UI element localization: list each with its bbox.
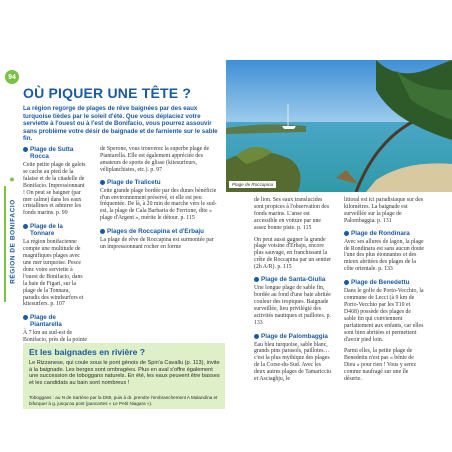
box-note: Toboggans : au N de Sartène par la D69, puis à dr. prendre l'embranchement A Malandina et bifurquer à g. jusqu'au pont (pancartes « Le Petit Niagara »).	[29, 395, 218, 406]
section-text: Parmi elles, la petite plage de Benedettu n'est pas « bénie de Dieu » pour rien ! Vous y serez comme naufragé sur une île déserte.	[344, 348, 417, 383]
section-heading: Plage de Sutta Rocca	[23, 146, 87, 160]
section-heading: Plage de la Tonnare	[23, 223, 87, 237]
beach-photo	[226, 60, 452, 192]
section-text: Une longue plage de sable fin, bordée au fond d'une baie abritée couleur des tropiques. Baignade surveillée, lieu privilégié des activités nautiques et paillotes. p. 133	[254, 285, 331, 326]
column-2	[100, 146, 218, 257]
section-text: de lion. Ses eaux translucides sont propices à l'observation des fonds marins. L'anse est accessible en voiture par une assez bonne piste. p. 115	[254, 197, 330, 231]
column-3	[254, 197, 332, 389]
section-text: On peut aussi gagner la grande plage voisine d'Erbaju, encore plus sauvage, en franchissant la crête de Roccapina par un sentier (2h A/R). p. 115	[254, 236, 332, 271]
bullet-icon	[344, 231, 349, 236]
section-text: littoral est ici paradisiaque sur des kilomètres. La baignade est surveillée sur la plage de Palombaggia. p. 131	[344, 197, 424, 224]
bullet-icon	[254, 277, 259, 282]
region-side-label: RÉGION DE BONIFACIO	[9, 199, 17, 284]
section-text: À 7 km au sud-est de Bonifacio, près de la pointe	[23, 330, 87, 344]
section-heading: Plage de Palombaggia	[254, 333, 332, 340]
bullet-icon	[100, 229, 105, 234]
river-swimming-box	[23, 343, 225, 409]
bullet-icon	[254, 334, 259, 339]
region-side-tab	[4, 176, 20, 302]
bullet-icon	[344, 280, 349, 285]
bullet-icon	[23, 147, 28, 152]
section-text: Eau bleu turquoise, sable blanc, grands pins parasols, paillotes… c'est la plus mythique des plages de la Corse-du-Sud. Avec les deux autres plages de Tamaricciu et Asciaghju, le	[254, 341, 332, 383]
box-title: Et les baignades en rivière ?	[29, 347, 146, 357]
section-text: Dans le golfe de Porto-Vecchio, la commune de Lecci (à 9 km de Porto-Vecchio par les T10 et D468) possède des plages de sable fin qui conviennent parfaitement aux enfants, car elles sont bien abritées et permettent d'avoir pied loin.	[344, 288, 424, 343]
column-1	[23, 146, 87, 350]
section-text: Cette petite plage de galets se cache au pied de la falaise et de la citadelle de Bonifacio. Impressionnant ! On peut se baigner (par mer calme) dans les eaux cristallines et admirer les fonds marins. p. 99	[23, 162, 86, 217]
section-heading: Plage de Santa-Giulia	[254, 276, 332, 283]
section-text: La plage de rêve de Roccapina est surmontée par un impressionnant rocher en forme	[100, 237, 214, 251]
section-heading: Plage de Benedettu	[344, 279, 424, 286]
section-heading: Plage de Piantarella	[23, 314, 87, 328]
section-text: La région bonifacienne compte une multitude de magnifiques plages avec une mer turquoise. Pesce donc votre serviette à l'ouest de Bonifacio, dans la baie de Figari, sur la plage de la Tonnara, paradis des windsurfers et kitesurfers. p. 107	[23, 239, 84, 308]
section-text: Cette grande plage bordée par des dunes bénéficie d'un environnement préservé, et elle est peu fréquentée. De là, à 20 min de marche vers le sud-est, la plage de Cala Barbaria de Ferrione, dite « plage d'Argent », mérite le détour. p. 115	[100, 187, 217, 222]
lead-paragraph: La région regorge de plages de rêve baignées par des eaux turquoise tièdes par le soleil d'été. Que vous déplaciez votre serviette à l'ouest ou à l'est de Bonifacio, vous pourrez assouvir sans problème votre désir de baignade et de farniente sur le sable fin.	[23, 105, 218, 143]
bullet-icon	[23, 315, 28, 320]
page-number-badge: 94	[5, 70, 19, 84]
bullet-icon	[23, 224, 28, 229]
section-text: de Sperone, vous trouverez la superbe plage de Piantarella. Elle est également appréciée des amateurs de sports de glisse (kitesurfeurs, véliplanchistes, etc.). p. 97	[100, 146, 210, 173]
bullet-icon	[100, 180, 105, 185]
section-heading: Plage de Rondinara	[344, 230, 424, 237]
section-text: Avec ses allures de lagon, la plage de Rondinara est sans aucun doute l'une des plus étonnantes et des mieux abritées des plages de la côte orientale. p. 133	[344, 238, 425, 273]
star-icon: ✸	[9, 176, 15, 184]
section-heading: Plages de Roccapina et d'Erbaju	[100, 228, 218, 235]
box-body: Le Rizzanese, qui coule sous le pont génois de Spin'a Cavallu (p. 113), invite à la baignade. Les berges sont ombragées. Plus en aval s'offre également une succession de toboggans naturels. En été, les eaux peuvent être basses et les candidats au bain sont nombreux !	[29, 360, 220, 386]
section-heading: Plage de Tralicetu	[100, 179, 218, 186]
photo-caption: Plage de Roccapina	[229, 181, 276, 188]
column-4	[344, 197, 424, 389]
page-title: OÙ PIQUER UNE TÊTE ?	[23, 85, 192, 101]
